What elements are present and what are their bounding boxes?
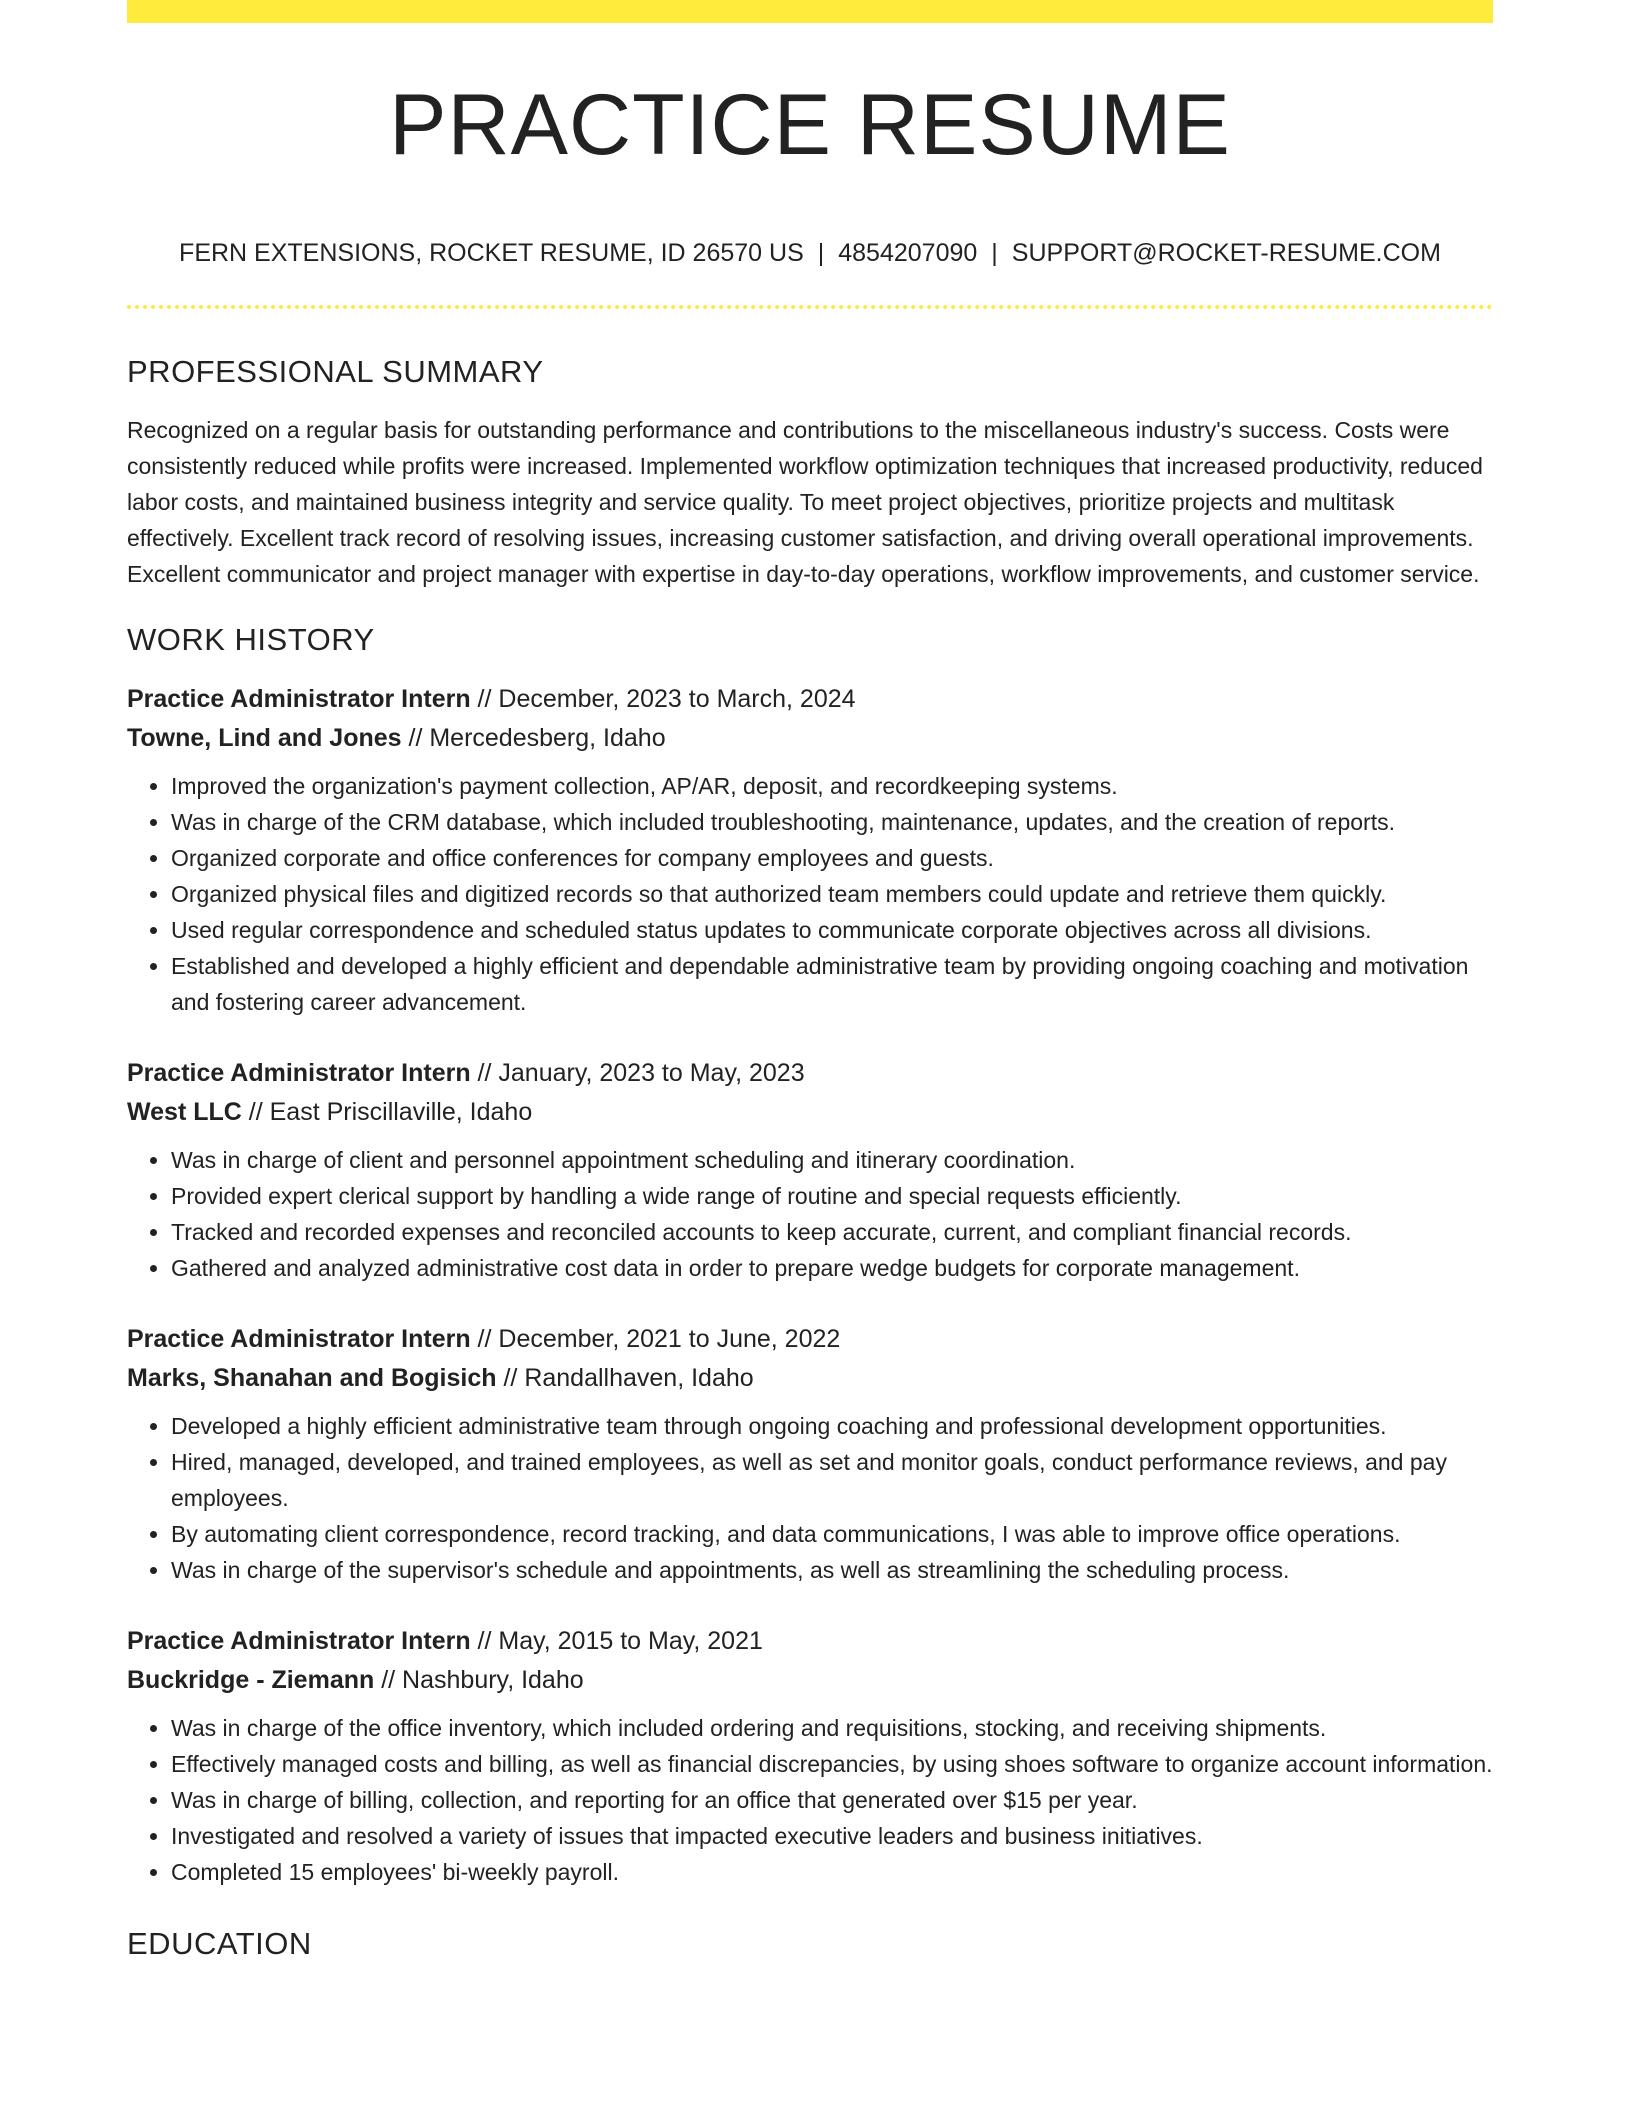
job-bullet: • Provided expert clerical support by handling a wide range of routine and special requests efficiently. <box>171 1178 1493 1214</box>
job-title: Practice Administrator Intern <box>127 685 471 713</box>
work-history-section <box>127 620 1493 1890</box>
resume-content <box>127 352 1493 1984</box>
job-bullet: • Used regular correspondence and scheduled status updates to communicate corporate objectives across all divisions. <box>171 912 1493 948</box>
job-company-line <box>127 1661 1493 1700</box>
summary-heading: PROFESSIONAL SUMMARY <box>127 354 544 389</box>
job-company-line <box>127 1359 1493 1398</box>
job-bullet: • Was in charge of client and personnel appointment scheduling and itinerary coordination. <box>171 1142 1493 1178</box>
job-title: Practice Administrator Intern <box>127 1325 471 1353</box>
job-company: Marks, Shanahan and Bogisich <box>127 1364 497 1392</box>
job-company-line <box>127 1093 1493 1132</box>
contact-separator: | <box>991 239 998 267</box>
summary-text: Recognized on a regular basis for outstanding performance and contributions to the miscellaneous industry's success. Costs were consistently reduced while profits were increased. Implemented workflow optimization techniques that increased productivity, reduced labor costs, and maintained business integrity and service quality. To meet project objectives, prioritize projects and multitask effectively. Excellent track record of resolving issues, increasing customer satisfaction, and driving overall operational improvements. Excellent communicator and project manager with expertise in day-to-day operations, workflow improvements, and customer service. <box>127 417 1483 587</box>
work-history-heading: WORK HISTORY <box>127 622 375 657</box>
job-title-line <box>127 1622 1493 1661</box>
contact-phone: 4854207090 <box>838 239 978 267</box>
education-heading: EDUCATION <box>127 1926 312 1961</box>
job-bullet: • Hired, managed, developed, and trained employees, as well as set and monitor goals, conduct performance reviews, and pay employees. <box>171 1444 1493 1516</box>
job-bullet: • Was in charge of the CRM database, which included troubleshooting, maintenance, updates, and the creation of reports. <box>171 804 1493 840</box>
top-accent-bar <box>127 0 1493 23</box>
job-location: // Mercedesberg, Idaho <box>401 724 666 752</box>
job-bullet: • Organized physical files and digitized records so that authorized team members could update and retrieve them quickly. <box>171 876 1493 912</box>
job-location: // East Priscillaville, Idaho <box>241 1098 533 1126</box>
job-bullet: • Improved the organization's payment collection, AP/AR, deposit, and recordkeeping systems. <box>171 768 1493 804</box>
job-bullet: • Established and developed a highly efficient and dependable administrative team by providing ongoing coaching and motivation and fostering career advancement. <box>171 948 1493 1020</box>
job-company: Towne, Lind and Jones <box>127 724 402 752</box>
job-entry <box>127 1054 1493 1286</box>
job-bullet: • Organized corporate and office conferences for company employees and guests. <box>171 840 1493 876</box>
job-bullet: • Effectively managed costs and billing, as well as financial discrepancies, by using shoes software to organize account information. <box>171 1746 1493 1782</box>
job-location: // Randallhaven, Idaho <box>496 1364 754 1392</box>
job-dates: // January, 2023 to May, 2023 <box>470 1059 805 1087</box>
job-bullet: • Gathered and analyzed administrative cost data in order to prepare wedge budgets for corporate management. <box>171 1250 1493 1286</box>
job-bullets <box>127 768 1493 1020</box>
job-bullets <box>127 1142 1493 1286</box>
job-dates: // May, 2015 to May, 2021 <box>470 1627 763 1655</box>
job-bullet: • Developed a highly efficient administrative team through ongoing coaching and professional development opportunities. <box>171 1408 1493 1444</box>
job-bullet: • By automating client correspondence, record tracking, and data communications, I was able to improve office operations. <box>171 1516 1493 1552</box>
job-title-line <box>127 1320 1493 1359</box>
job-title: Practice Administrator Intern <box>127 1059 471 1087</box>
contact-line <box>127 238 1493 268</box>
job-bullet: • Tracked and recorded expenses and reconciled accounts to keep accurate, current, and compliant financial records. <box>171 1214 1493 1250</box>
job-bullet: • Completed 15 employees' bi-weekly payroll. <box>171 1854 1493 1890</box>
job-bullet: • Was in charge of the office inventory, which included ordering and requisitions, stocking, and receiving shipments. <box>171 1710 1493 1746</box>
resume-name: PRACTICE RESUME <box>389 77 1231 173</box>
contact-email: SUPPORT@ROCKET-RESUME.COM <box>1011 239 1441 267</box>
job-title-line <box>127 680 1493 719</box>
dotted-divider <box>127 305 1493 309</box>
job-bullets <box>127 1710 1493 1890</box>
contact-separator: | <box>817 239 825 267</box>
job-entry <box>127 1622 1493 1890</box>
job-list <box>127 680 1493 1890</box>
job-dates: // December, 2023 to March, 2024 <box>470 685 856 713</box>
job-title-line <box>127 1054 1493 1093</box>
job-bullet: • Was in charge of billing, collection, and reporting for an office that generated over $15 per year. <box>171 1782 1493 1818</box>
job-entry <box>127 680 1493 1020</box>
job-bullets <box>127 1408 1493 1588</box>
job-company-line <box>127 719 1493 758</box>
job-bullet: • Investigated and resolved a variety of issues that impacted executive leaders and business initiatives. <box>171 1818 1493 1854</box>
contact-address: FERN EXTENSIONS, ROCKET RESUME, ID 26570 US <box>179 239 804 267</box>
job-bullet: • Was in charge of the supervisor's schedule and appointments, as well as streamlining the scheduling process. <box>171 1552 1493 1588</box>
job-dates: // December, 2021 to June, 2022 <box>470 1325 841 1353</box>
job-entry <box>127 1320 1493 1588</box>
job-company: Buckridge - Ziemann <box>127 1666 375 1694</box>
education-section <box>127 1924 1493 1964</box>
job-company: West LLC <box>127 1098 242 1126</box>
summary-section <box>127 352 1493 592</box>
job-location: // Nashbury, Idaho <box>374 1666 584 1694</box>
job-title: Practice Administrator Intern <box>127 1627 471 1655</box>
